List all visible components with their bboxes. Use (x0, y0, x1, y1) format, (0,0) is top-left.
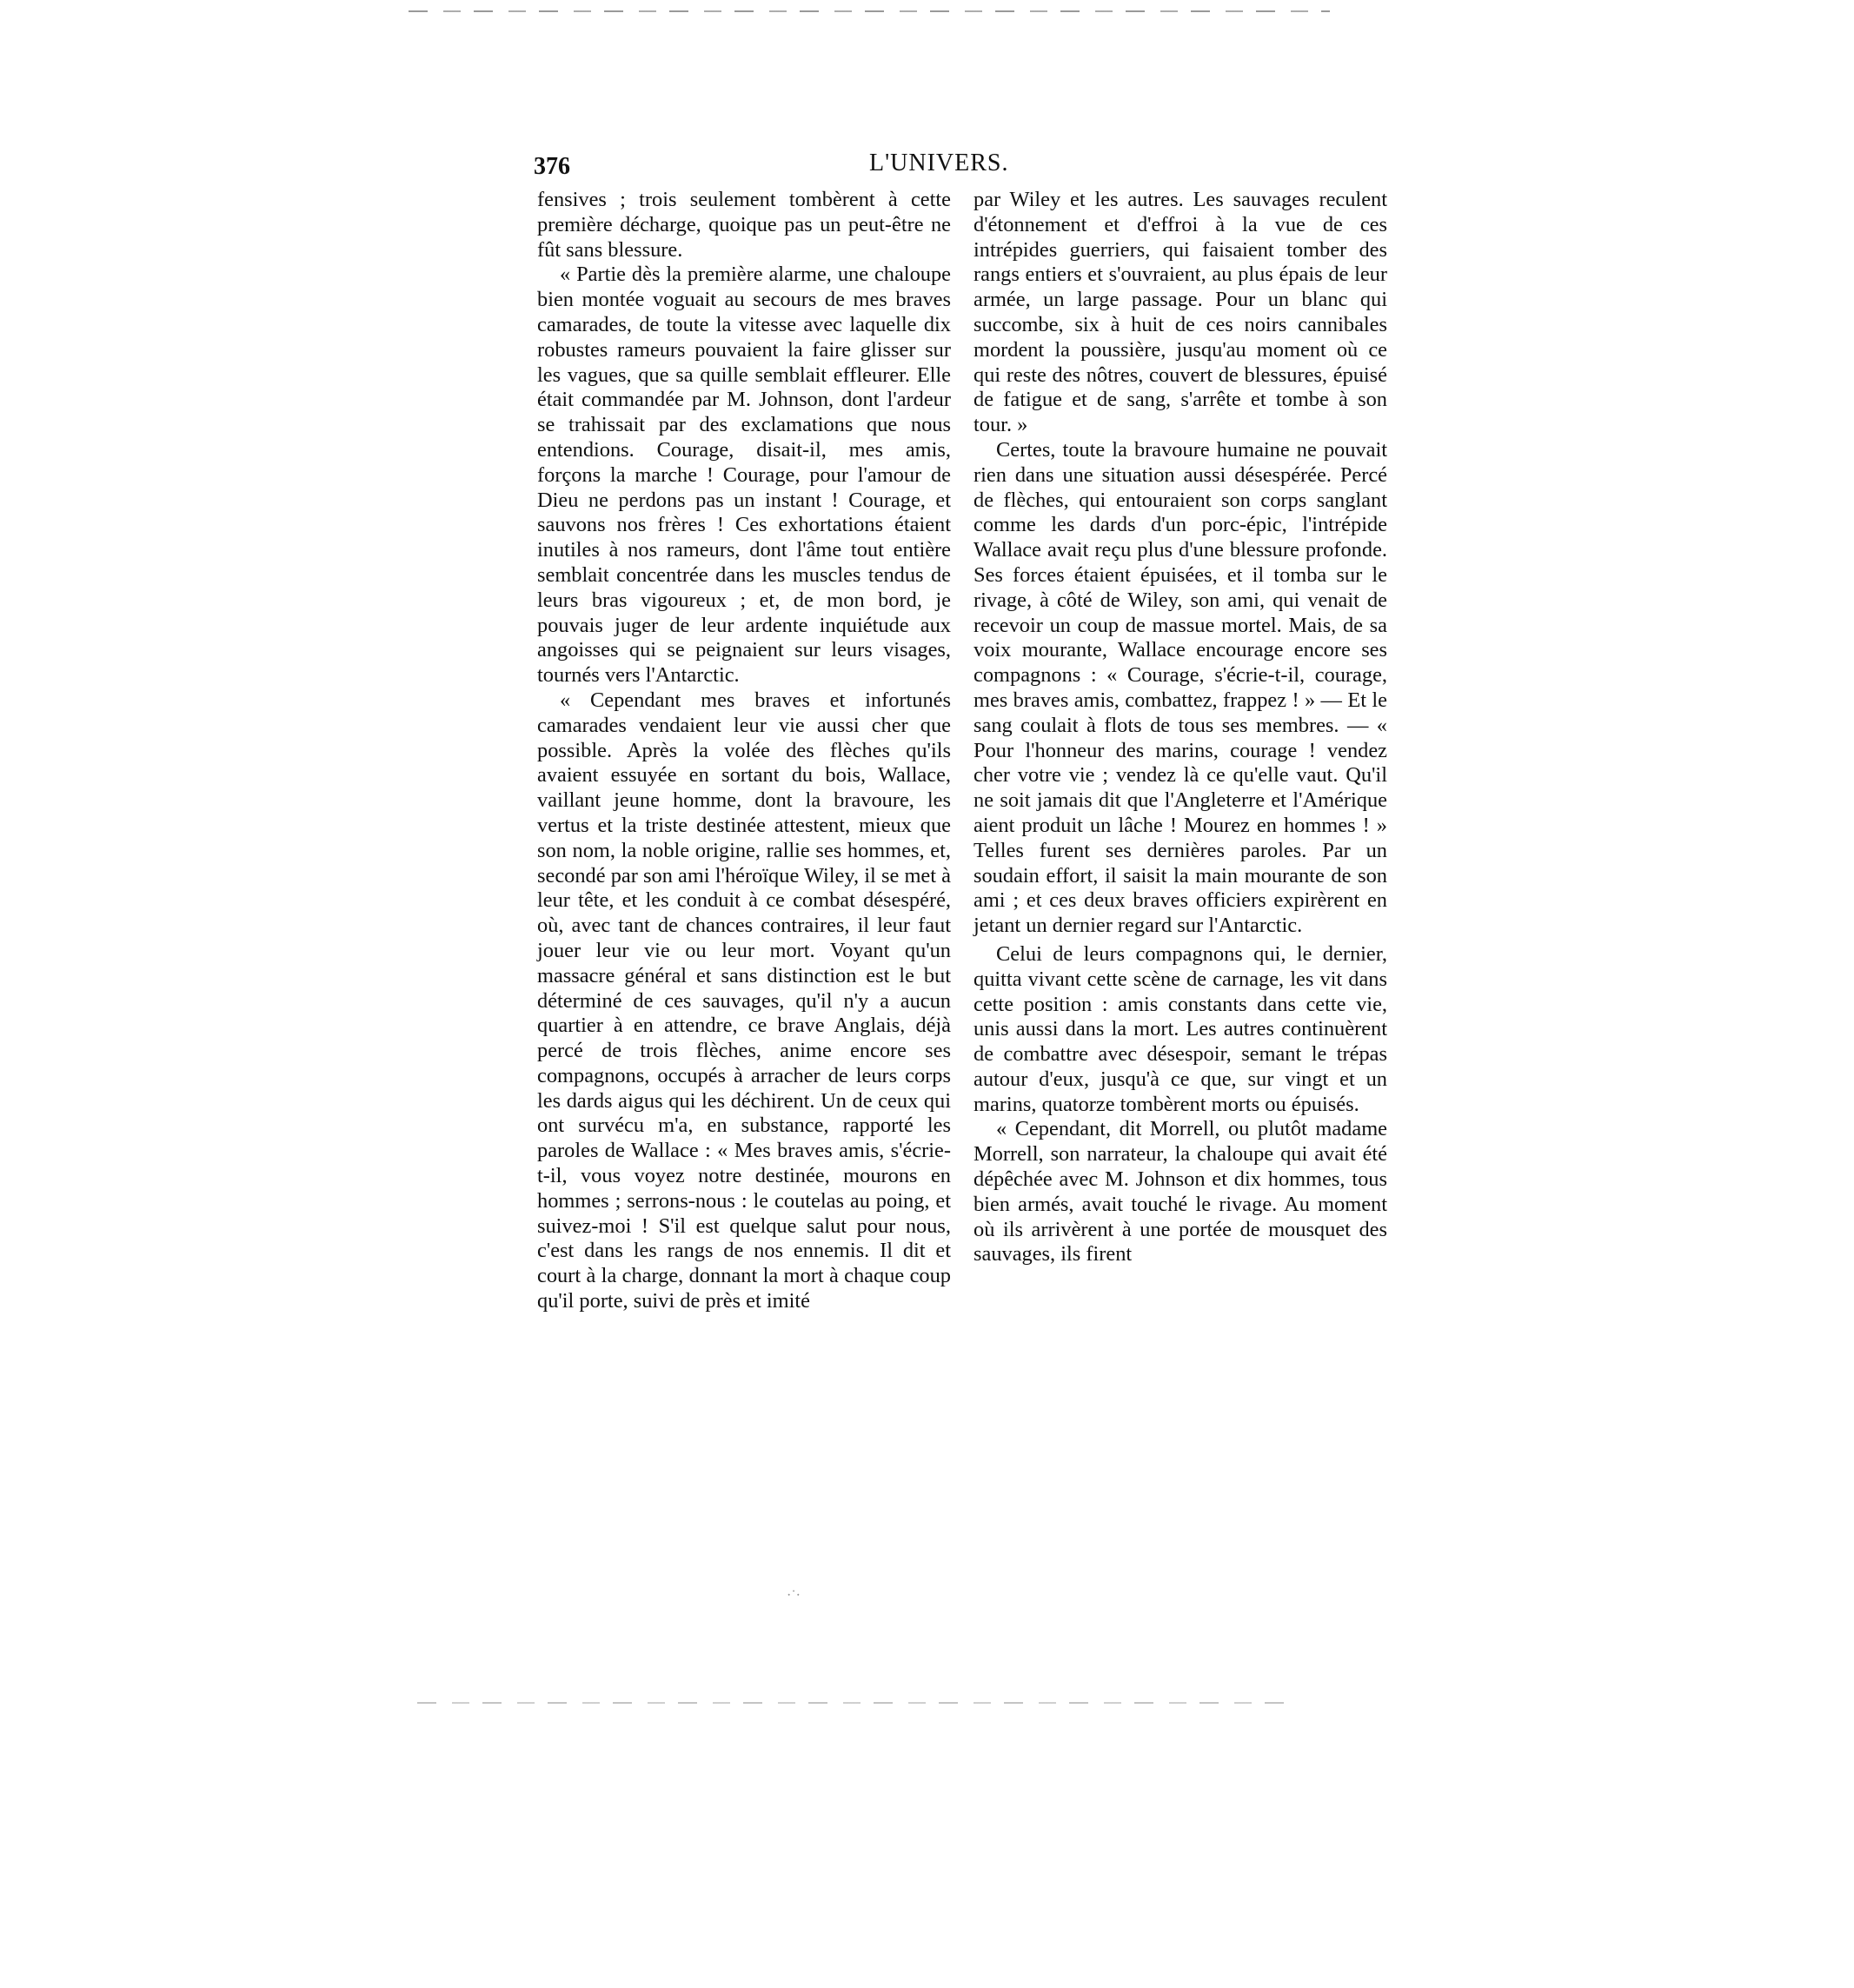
scan-edge-top (409, 10, 1330, 12)
paragraph: Celui de leurs compagnons qui, le dernier, quitta vivant cette scène de carnage, les vit dans cette position : amis constants dans cette vie, unis aussi dans la mort. Les autres continuèrent de combattre avec désespoir, semant le trépas autour d'eux, jusqu'à ce que, sur vingt et un marins, quatorze tombèrent morts ou épuisés. (974, 941, 1387, 1116)
scan-speck: ·˙· (787, 1588, 801, 1603)
scan-edge-bottom (417, 1702, 1286, 1704)
paragraph: « Partie dès la première alarme, une chaloupe bien montée voguait au secours de mes braves camarades, de toute la vitesse avec laquelle dix robustes rameurs pouvaient la faire glisser sur les vagues, que sa quille semblait effleurer. Elle était commandée par M. Johnson, dont l'ardeur se trahissait par des exclamations que nous entendions. Courage, disait-il, mes amis, forçons la marche ! Courage, pour l'amour de Dieu ne perdons pas un instant ! Courage, et sauvons nos frères ! Ces exhortations étaient inutiles à nos rameurs, dont l'âme tout entière semblait concentrée dans les muscles tendus de leurs bras vigoureux ; et, de mon bord, je pouvais juger de leur ardente inquiétude aux angoisses qui se peignaient sur leurs visages, tournés vers l'Antarctic. (537, 263, 951, 688)
running-title: L'UNIVERS. (869, 150, 1009, 176)
left-column (537, 188, 951, 1314)
paragraph: fensives ; trois seulement tombèrent à cette première décharge, quoique pas un peut-être ne fût sans blessure. (537, 188, 951, 262)
right-column (974, 188, 1387, 1267)
paragraph: Certes, toute la bravoure humaine ne pouvait rien dans une situation aussi désespérée. Percé de flèches, qui entouraient son corps sanglant comme les dards d'un porc-épic, l'intrépide Wallace avait reçu plus d'une blessure profonde. Ses forces étaient épuisées, et il tomba sur le rivage, à côté de Wiley, son ami, qui venait de recevoir un coup de massue mortel. Mais, de sa voix mourante, Wallace encourage encore ses compagnons : « Courage, s'écrie-t-il, courage, mes braves amis, combattez, frappez ! » — Et le sang coulait à flots de tous ses membres. — « Pour l'honneur des marins, courage ! vendez cher votre vie ; vendez là ce qu'elle vaut. Qu'il ne soit jamais dit que l'Angleterre et l'Amérique aient produit un lâche ! Mourez en hommes ! » Telles furent ses dernières paroles. Par un soudain effort, il saisit la main mourante de son ami ; et ces deux braves officiers expirèrent en jetant un dernier regard sur l'Antarctic. (974, 437, 1387, 938)
paragraph: par Wiley et les autres. Les sauvages reculent d'étonnement et d'effroi à la vue de ces intrépides guerriers, qui faisaient tomber des rangs entiers et s'ouvraient, au plus épais de leur armée, un large passage. Pour un blanc qui succombe, six à huit de ces noirs cannibales mordent la poussière, jusqu'au moment où ce qui reste des nôtres, couvert de blessures, épuisé de fatigue et de sang, s'arrête et tombe à son tour. » (974, 188, 1387, 437)
paragraph: « Cependant, dit Morrell, ou plutôt madame Morrell, son narrateur, la chaloupe qui avait été dépêchée avec M. Johnson et dix hommes, tous bien armés, avait touché le rivage. Au moment où ils arrivèrent à une portée de mousquet des sauvages, ils firent (974, 1117, 1387, 1267)
page-number: 376 (534, 153, 570, 180)
paragraph: « Cependant mes braves et infortunés camarades vendaient leur vie aussi cher que possible. Après la volée des flèches qu'ils avaient essuyée en sortant du bois, Wallace, vaillant jeune homme, dont la bravoure, les vertus et la triste destinée attestent, mieux que son nom, la noble origine, rallie ses hommes, et, secondé par son ami l'héroïque Wiley, il se met à leur tête, et les conduit à ce combat désespéré, où, avec tant de chances contraires, il leur faut jouer leur vie ou leur mort. Voyant qu'un massacre général et sans distinction est le but déterminé de ces sauvages, qu'il n'y a aucun quartier à en attendre, ce brave Anglais, déjà percé de trois flèches, anime encore ses compagnons, occupés à arracher de leurs corps les dards aigus qui les déchirent. Un de ceux qui ont survécu m'a, en substance, rapporté les paroles de Wallace : « Mes braves amis, s'écrie-t-il, vous voyez notre destinée, mourons en hommes ; serrons-nous : le coutelas au poing, et suivez-moi ! S'il est quelque salut pour nous, c'est dans les rangs de nos ennemis. Il dit et court à la charge, donnant la mort à chaque coup qu'il porte, suivi de près et imité (537, 688, 951, 1313)
